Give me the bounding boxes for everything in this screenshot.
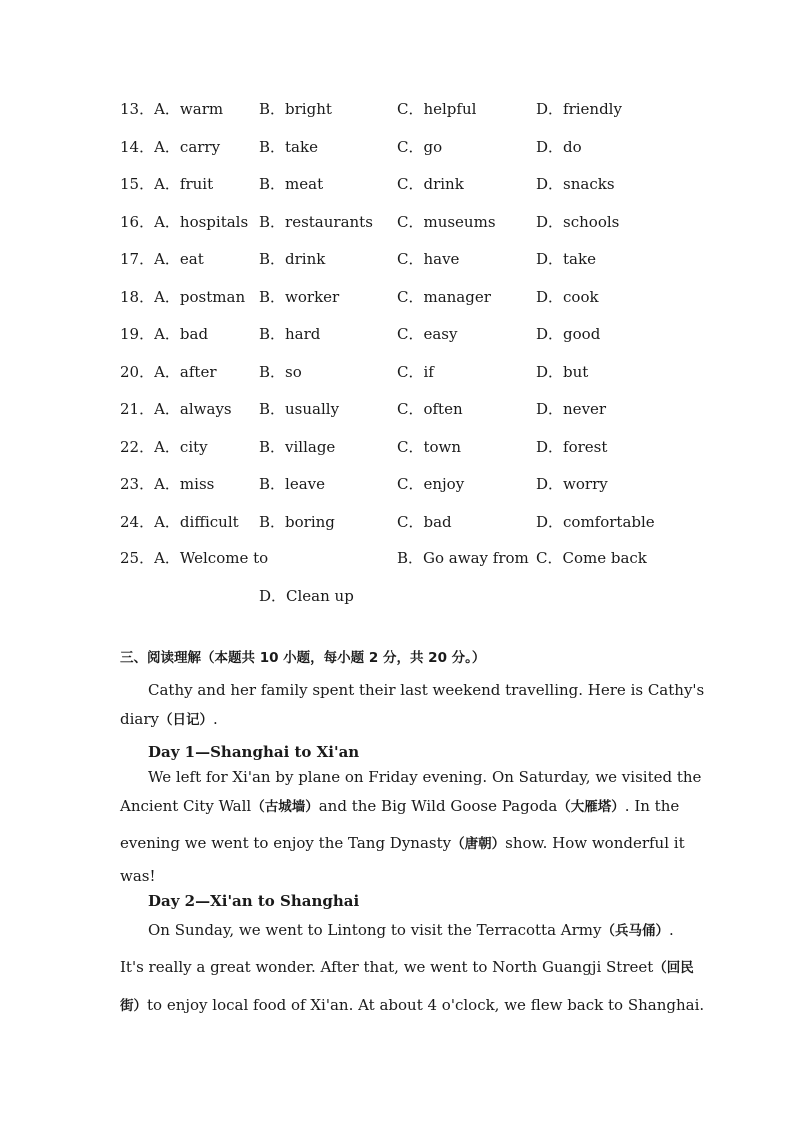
option-b: B．restaurants [259, 213, 373, 231]
question-row [0, 174, 794, 194]
question-row [0, 324, 794, 344]
day1-line-4: was! [120, 867, 156, 885]
day1-l3-text-a: evening we went to enjoy the Tang Dynasty [120, 834, 452, 852]
day1-l2-text-a: Ancient City Wall [120, 797, 252, 815]
option-c: C．drink [397, 175, 464, 193]
option-b: B．leave [259, 475, 325, 493]
option-d: D．comfortable [536, 513, 655, 531]
option-c: C．often [397, 400, 463, 418]
question-row [0, 212, 794, 232]
intro-annotation: （日记） [159, 712, 213, 728]
option-d: D．friendly [536, 100, 622, 118]
day2-title: Day 2—Xi'an to Shanghai [148, 892, 360, 910]
option-d: D．but [536, 363, 589, 381]
option-c: C．have [397, 250, 460, 268]
question-25 [0, 548, 794, 568]
option-c: C．easy [397, 325, 458, 343]
intro-line-2 [120, 709, 218, 730]
question-row [0, 137, 794, 157]
option-c: C．helpful [397, 100, 477, 118]
option-b: B．so [259, 363, 302, 381]
question-row [0, 99, 794, 119]
day1-title: Day 1—Shanghai to Xi'an [148, 743, 360, 761]
question-row [0, 512, 794, 532]
day1-l3-text-b: show. How wonderful it [505, 834, 685, 852]
question-row [0, 474, 794, 494]
intro-text: diary [120, 710, 159, 728]
option-d: D．cook [536, 288, 599, 306]
option-c: C．go [397, 138, 443, 156]
option-c: C．enjoy [397, 475, 465, 493]
option-c: C．town [397, 438, 462, 456]
option-a: 25．A．Welcome to [120, 549, 269, 567]
option-b: B．take [259, 138, 318, 156]
option-c: C．if [397, 363, 434, 381]
option-b: B．bright [259, 100, 332, 118]
day2-l3-text: to enjoy local food of Xi'an. At about 4 o'clock, we flew back to Shanghai. [147, 996, 705, 1014]
question-25-continued [0, 586, 794, 606]
day2-l2-text: It's really a great wonder. After that, we went to North Guangji Street [120, 958, 654, 976]
intro-line-1: Cathy and her family spent their last weekend travelling. Here is Cathy's [148, 681, 705, 699]
day1-line-3 [120, 833, 685, 854]
option-a: 24．A．difficult [120, 513, 239, 531]
day1-l2-annotation-a: （古城墙） [251, 799, 319, 815]
option-a: 16．A．hospitals [120, 213, 249, 231]
option-d: D．forest [536, 438, 608, 456]
day2-line-1 [148, 920, 674, 941]
option-b: B．usually [259, 400, 340, 418]
day1-l3-annotation: （唐朝） [451, 836, 506, 852]
intro-period: . [213, 710, 218, 728]
option-b: B．boring [259, 513, 335, 531]
option-a: 22．A．city [120, 438, 208, 456]
day2-l3-annotation: 街） [120, 998, 147, 1014]
option-a: 17．A．eat [120, 250, 204, 268]
option-a: 14．A．carry [120, 138, 221, 156]
day2-l1-text: On Sunday, we went to Lintong to visit the Terracotta Army [148, 921, 602, 939]
day2-l1-period: . [669, 921, 674, 939]
option-d: D．do [536, 138, 582, 156]
question-row [0, 287, 794, 307]
option-a: 13．A．warm [120, 100, 224, 118]
option-d: D．good [536, 325, 601, 343]
option-b: B．village [259, 438, 336, 456]
option-c: C．museums [397, 213, 496, 231]
question-row [0, 249, 794, 269]
day2-l1-annotation: （兵马俑） [601, 923, 670, 939]
day1-l2-text-c: . In the [624, 797, 680, 815]
option-b: B．drink [259, 250, 326, 268]
day2-l2-annotation: （回民 [653, 960, 694, 976]
option-a: 15．A．fruit [120, 175, 214, 193]
day2-line-2 [120, 957, 694, 978]
option-b: B．Go away from [397, 549, 529, 567]
option-a: 19．A．bad [120, 325, 209, 343]
day1-line-2 [120, 796, 679, 817]
section-heading: 三、阅读理解（本题共 10 小题，每小题 2 分，共 20 分。） [120, 650, 486, 666]
option-c: C．Come back [536, 549, 647, 567]
option-d: D．snacks [536, 175, 615, 193]
day1-l2-text-b: and the Big Wild Goose Pagoda [318, 797, 558, 815]
question-row [0, 362, 794, 382]
option-d: D．schools [536, 213, 620, 231]
option-d: D．take [536, 250, 596, 268]
option-a: 18．A．postman [120, 288, 246, 306]
option-c: C．bad [397, 513, 452, 531]
option-b: B．worker [259, 288, 340, 306]
day1-l2-annotation-b: （大雁塔） [557, 799, 625, 815]
option-d: D．never [536, 400, 607, 418]
day1-line-1: We left for Xi'an by plane on Friday evening. On Saturday, we visited the [148, 768, 702, 786]
option-d: D．Clean up [259, 587, 354, 605]
option-c: C．manager [397, 288, 491, 306]
question-row [0, 437, 794, 457]
question-row [0, 399, 794, 419]
option-d: D．worry [536, 475, 608, 493]
option-b: B．hard [259, 325, 321, 343]
option-a: 23．A．miss [120, 475, 215, 493]
option-a: 20．A．after [120, 363, 217, 381]
day2-line-3 [120, 995, 704, 1016]
option-b: B．meat [259, 175, 324, 193]
option-a: 21．A．always [120, 400, 232, 418]
